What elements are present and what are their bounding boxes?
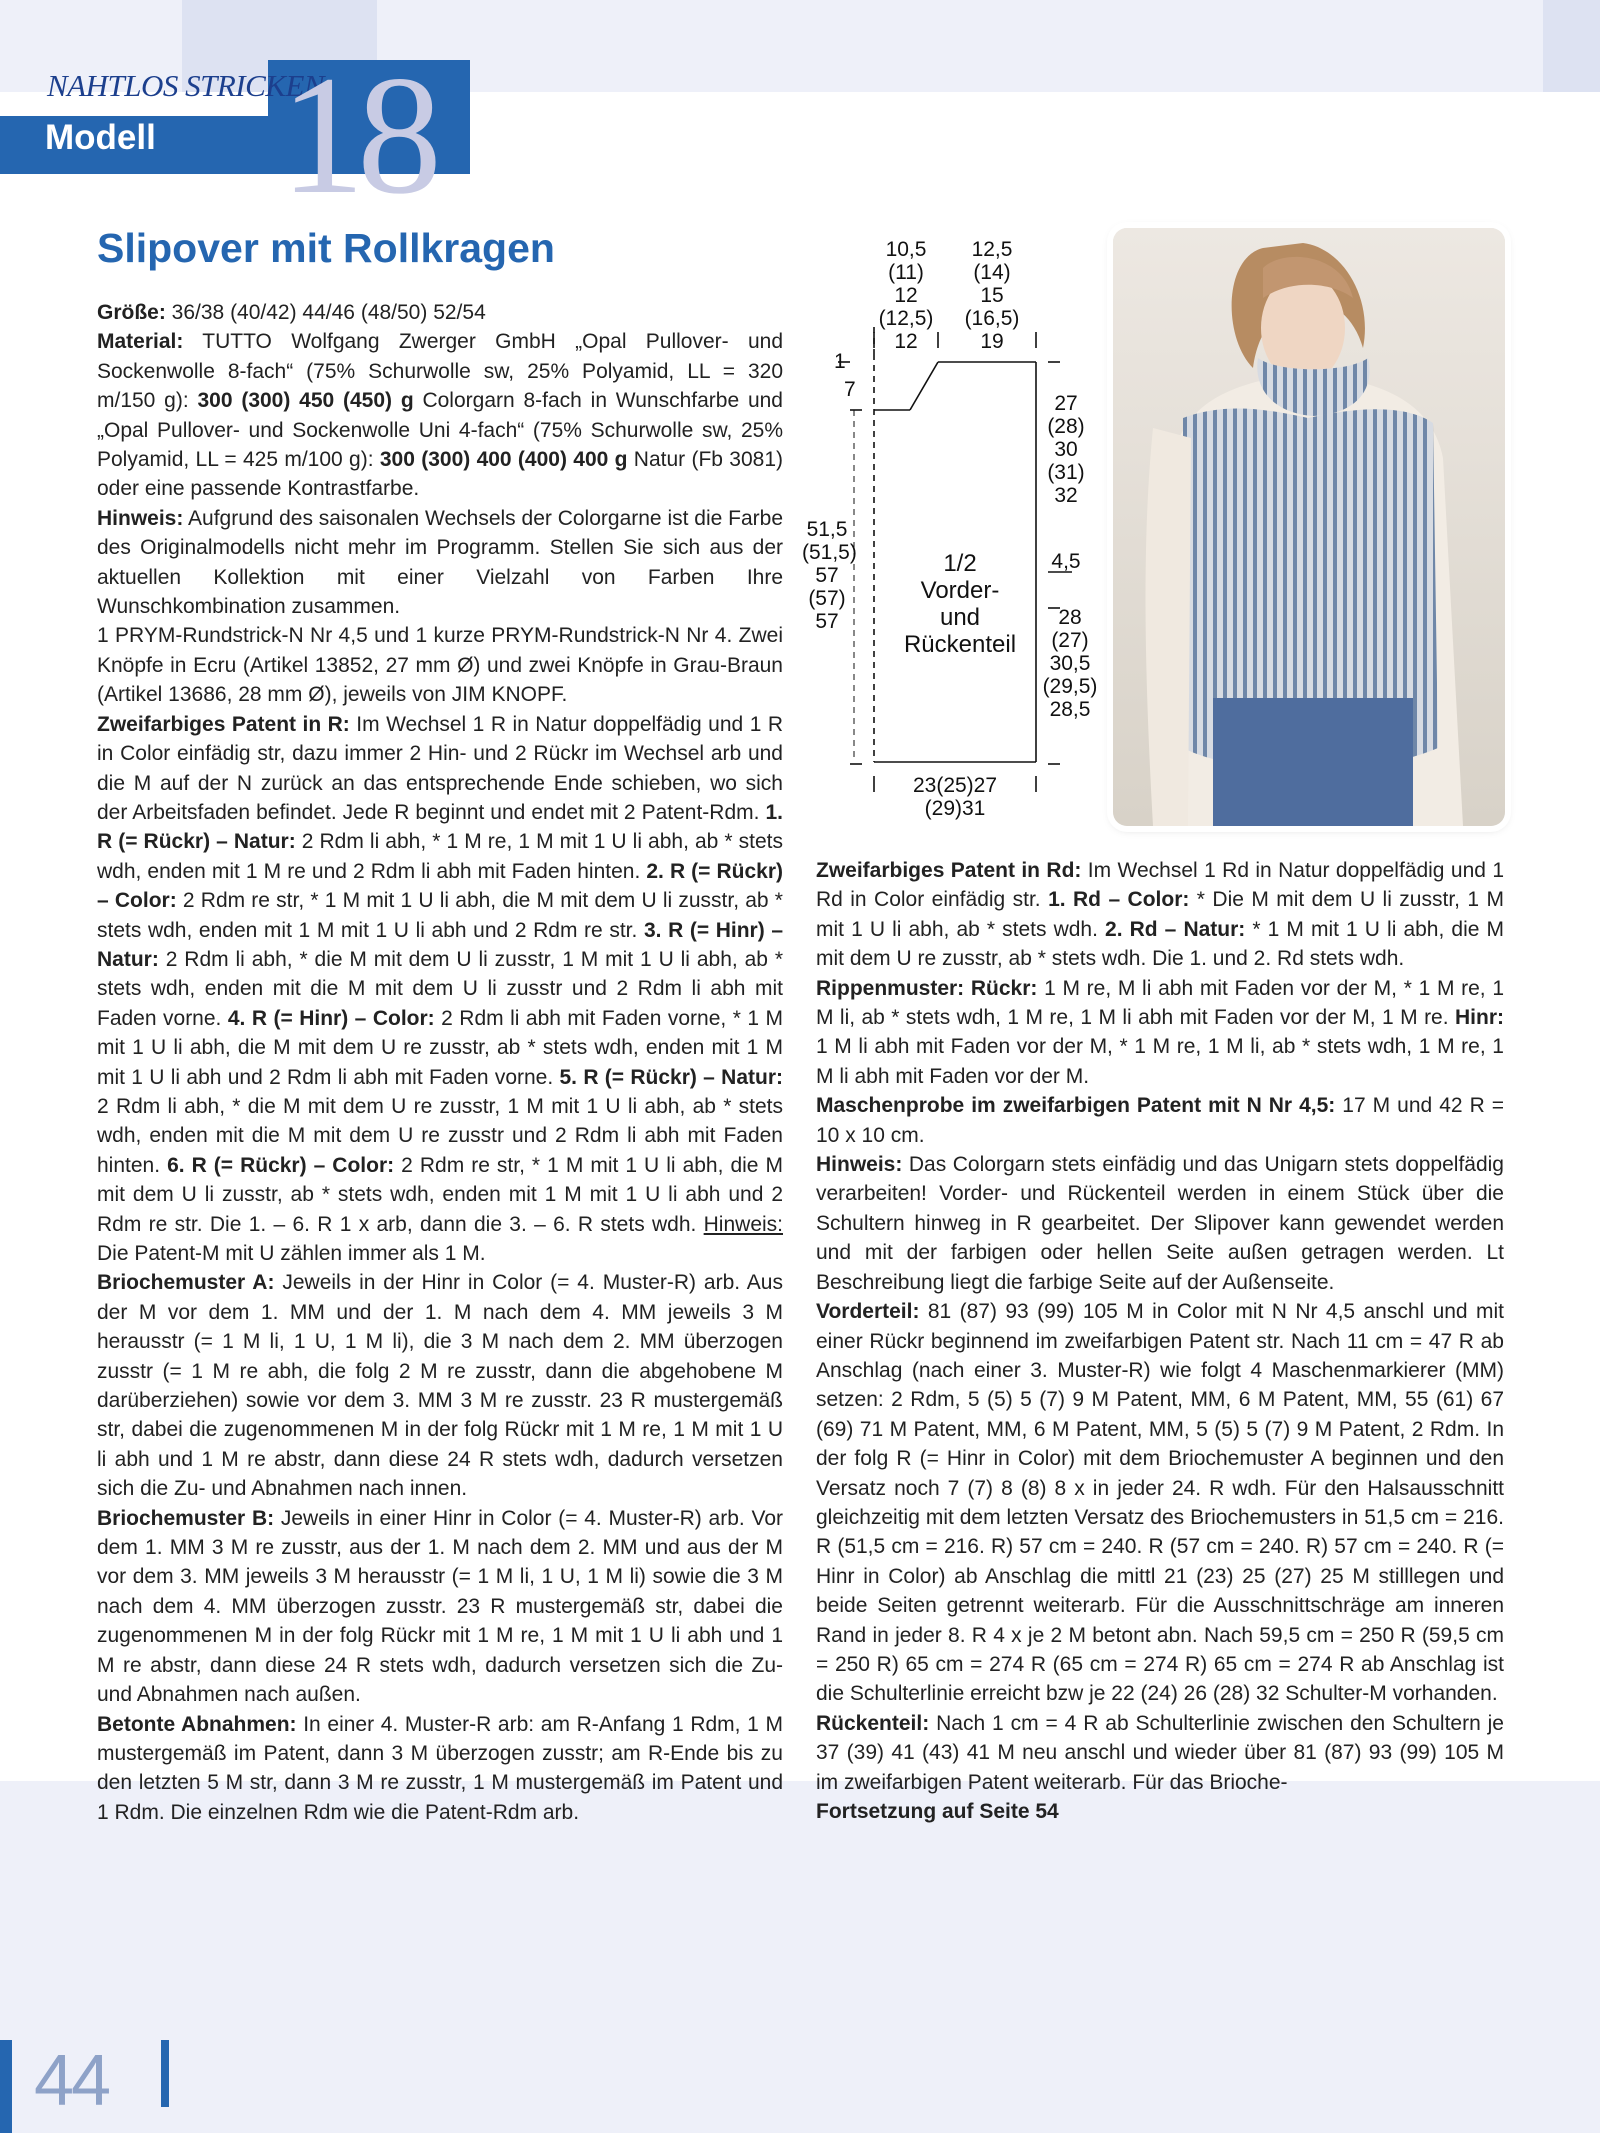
text-run: Material: — [97, 330, 184, 354]
text-run: 2 Rdm li abh, * die M mit dem U li zusstr, 1 M mit 1 U li abh, ab * stets wdh, enden mit die M mit dem U li zusstr und 2 Rdm li abh mit Faden vorne. — [97, 947, 783, 1030]
model-photo — [1113, 228, 1505, 826]
dim-right-lower: 28 (27) 30,5 (29,5) 28,5 — [1042, 606, 1098, 721]
text-run: 4. R (= Hinr) – Color: — [227, 1006, 435, 1030]
page-title: Slipover mit Rollkragen — [97, 225, 555, 271]
paragraph — [816, 856, 1504, 974]
bottom-band — [0, 1781, 1600, 2133]
text-run: 2 Rdm re str, * 1 M mit 1 U li abh, die M mit dem U li zusstr, ab * stets wdh, enden mit 1 M mit 1 U li abh und 2 Rdm re str. — [97, 889, 783, 942]
dim-bottom: 23(25)27 (29)31 — [912, 774, 998, 820]
instructions-left-column — [97, 298, 783, 1827]
text-run: 3. R (= Hinr) – Natur: — [97, 918, 783, 971]
text-run: Briochemuster A: — [97, 1271, 275, 1295]
text-run: Im Wechsel 1 Rd in Natur doppelfädig und 1 Rd in Color einfädig str. — [816, 859, 1504, 912]
dim-top-right: 12,5 (14) 15 (16,5) 19 — [964, 238, 1020, 353]
text-run: * 1 M mit 1 U li abh, die M mit dem U re zusstr, ab * stets wdh. Die 1. und 2. Rd stets wdh. — [816, 917, 1504, 971]
page-number-bar — [0, 2040, 12, 2133]
text-run: 1. Rd – Color: — [1048, 888, 1190, 912]
modell-label: Modell — [45, 118, 156, 157]
text-run: Vorderteil: — [816, 1300, 920, 1324]
text-run: 2 Rdm li abh, * die M mit dem U re zusstr, 1 M mit 1 U li abh, ab * stets wdh, enden mit die M mit dem U re zusstr und 2 Rdm li abh mit Faden hinten. — [97, 1094, 783, 1177]
dim-right-upper: 27 (28) 30 (31) 32 — [1047, 392, 1085, 507]
text-run: Hinweis: — [703, 1212, 783, 1236]
dim-left-side: 51,5 (51,5) 57 (57) 57 — [802, 518, 857, 633]
text-run: Zweifarbiges Patent in Rd: — [816, 859, 1082, 882]
text-run: Hinweis: — [97, 506, 184, 530]
paragraph — [97, 710, 783, 1269]
page-number: 44 — [34, 2041, 109, 2121]
paragraph — [97, 1268, 783, 1503]
schematic-lines — [810, 232, 1100, 832]
text-run: Rückenteil: — [816, 1711, 930, 1735]
text-run: Betonte Abnahmen: — [97, 1712, 297, 1736]
paragraph — [816, 1297, 1504, 1709]
text-run: Zweifarbiges Patent in R: — [97, 712, 350, 736]
text-run: 1 M li abh mit Faden vor der M, * 1 M re, 1 M li, ab * stets wdh, 1 M re, 1 M li abh mit Faden vor der M. — [816, 1035, 1504, 1088]
text-run: 6. R (= Rückr) – Color: — [167, 1153, 395, 1177]
text-run: Die Patent-M mit U zählen immer als 1 M. — [97, 1242, 486, 1265]
dim-left-7: 7 — [844, 378, 856, 401]
diagram-center-label: 1/2 Vorder- und Rückenteil — [903, 550, 1017, 658]
text-run: Jeweils in der Hinr in Color (= 4. Muster-R) arb. Aus der M vor dem 1. MM und der 1. M nach dem 4. MM jeweils 3 M herausstr (= 1 M li, 1 U, 1 M li), die 3 M nach dem 2. MM überzogen zusstr (= 1 M re abh, die folg 2 M re zusstr, dann die abgehobene M darüberziehen) sowie vor dem 3. MM 3 M re zusstr. 23 R mustergemäß str, dabei die zugenommenen M in der folg Rückr mit 1 M re, 1 M mit 1 U li abh und 1 M re abstr, dann diese 24 R stets wdh, dadurch versetzen sich die Zu- und Abnahmen nach innen. — [97, 1271, 783, 1501]
text-run: In einer 4. Muster-R arb: am R-Anfang 1 Rdm, 1 M mustergemäß im Patent, dann 3 M überzogen zusstr; am R-Ende bis zu den letzten 5 M str, dann 3 M re zusstr, 1 M mustergemäß im Patent und 1 Rdm. Die einzelnen Rdm wie die Patent-Rdm arb. — [97, 1712, 783, 1824]
text-run: 2. Rd – Natur: — [1105, 917, 1246, 941]
paragraph — [816, 1797, 1504, 1826]
series-label: NAHTLOS STRICKEN — [47, 68, 325, 103]
paragraph — [816, 974, 1504, 1092]
text-run: TUTTO Wolfgang Zwerger GmbH „Opal Pullover- und Sockenwolle 8-fach“ (75% Schurwolle sw, 25% Polyamid, LL = 320 m/150 g): — [97, 330, 783, 413]
instructions-right-column — [816, 856, 1504, 1826]
dim-left-1: 1 — [834, 350, 846, 373]
text-run: Hinr: — [1455, 1006, 1504, 1030]
paragraph — [97, 1710, 783, 1828]
text-run: Briochemuster B: — [97, 1506, 275, 1530]
text-run: Colorgarn 8-fach in Wunschfarbe und „Opal Pullover- und Sockenwolle Uni 4-fach“ (75% Schurwolle sw, 25% Polyamid, LL = 425 m/100 g): — [97, 389, 783, 472]
text-run: 2. R (= Rückr) – Color: — [97, 859, 783, 913]
page-number-bar-right — [161, 2040, 169, 2107]
text-run: 2 Rdm li abh, * 1 M re, 1 M mit 1 U li abh, ab * stets wdh, enden mit 1 M re und 2 Rdm li abh mit Faden hinten. — [97, 830, 783, 883]
text-run: Im Wechsel 1 R in Natur doppelfädig und 1 R in Color einfädig str, dazu immer 2 Hin- und 2 Rückr im Wechsel arb und die M auf der N zurück an das entsprechende Ende schieben, wo sich der Arbeitsfaden befindet. Jede R beginnt und endet mit 2 Patent-Rdm. — [97, 712, 784, 824]
dim-right-mid: 4,5 — [1051, 550, 1081, 573]
text-run: Das Colorgarn stets einfädig und das Unigarn stets doppelfädig verarbeiten! Vorder- und Rückenteil werden in einem Stück über die Schultern hinweg in R gearbeitet. Der Slipover kann gewendet werden und mit der farbigen oder hellen Seite außen getragen werden. Lt Beschreibung liegt die farbige Seite auf der Außenseite. — [816, 1153, 1504, 1294]
text-run: Fortsetzung auf Seite 54 — [816, 1800, 1059, 1823]
text-run: 1 M re, M li abh mit Faden vor der M, * 1 M re, 1 M li, ab * stets wdh, 1 M re, 1 M li abh mit Faden vor der M, 1 M re. — [816, 976, 1505, 1030]
paragraph — [97, 298, 783, 327]
text-run: Größe: — [97, 301, 166, 324]
text-run: 2 Rdm re str, * 1 M mit 1 U li abh, die M mit dem U li zusstr, ab * stets wdh, enden mit 1 M mit 1 U li abh und 2 Rdm re str. Die 1. – 6. R 1 x arb, dann die 3. – 6. R stets wdh. — [97, 1153, 784, 1236]
text-run: 36/38 (40/42) 44/46 (48/50) 52/54 — [165, 301, 486, 324]
paragraph — [816, 1091, 1504, 1150]
text-run: 81 (87) 93 (99) 105 M in Color mit N Nr 4,5 anschl und mit einer Rückr beginnend im zweifarbigen Patent str. Nach 11 cm = 47 R ab Anschlag (nach einer 3. Muster-R) wie folgt 4 Maschenmarkierer (MM) setzen: 2 Rdm, 5 (5) 5 (7) 9 M Patent, MM, 6 M Patent, MM, 55 (61) 67 (69) 71 M Patent, MM, 6 M Patent, MM, 5 (5) 5 (7) 9 M Patent, 2 Rdm. In der folg R (= Hinr in Color) mit dem Briochemuster A beginnen und den Versatz noch 7 (7) 8 (8) 8 x in jeder 24. R wdh. Für den Halsausschnitt gleichzeitig mit dem letzten Versatz des Briochemusters in 51,5 cm = 216. R (51,5 cm = 216. R) 57 cm = 240. R (57 cm = 240. R) 57 cm = 240. R (= Hinr in Color) ab Anschlag die mittl 21 (23) 25 (27) 25 M stilllegen und beide Seiten getrennt weiterarb. Für die Ausschnittschräge am inneren Rand in jeder 8. R 4 x je 2 M betont abn. Nach 59,5 cm = 250 R (59,5 cm = 250 R) 65 cm = 274 R (65 cm = 274 R) 65 cm = 274 R ab Anschlag ist die Schulterlinie erreicht bzw je 22 (24) 26 (28) 32 Schulter-M vorhanden. — [816, 1300, 1504, 1706]
top-band-corner — [1543, 0, 1600, 92]
text-run: Natur (Fb 3081) oder eine passende Kontrastfarbe. — [97, 448, 783, 501]
text-run: Maschenprobe im zweifarbigen Patent mit N Nr 4,5: — [816, 1094, 1336, 1118]
dim-top-left: 10,5 (11) 12 (12,5) 12 — [878, 238, 934, 353]
text-run: Nach 1 cm = 4 R ab Schulterlinie zwischen den Schultern je 37 (39) 41 (43) 41 M neu anschl und wieder über 81 (87) 93 (99) 105 M im zweifarbigen Patent weiterarb. Für das Brioche- — [816, 1711, 1504, 1794]
text-run: Rippenmuster: Rückr: — [816, 976, 1038, 1000]
text-run: Hinweis: — [816, 1153, 903, 1177]
model-photo-illustration — [1113, 228, 1505, 826]
paragraph — [97, 327, 783, 503]
text-run: 300 (300) 450 (450) g — [197, 389, 414, 413]
text-run: 300 (300) 400 (400) 400 g — [379, 448, 628, 472]
text-run: 2 Rdm li abh mit Faden vorne, * 1 M mit 1 U li abh, die M mit dem U re zusstr, ab * stets wdh, enden mit 1 M mit 1 U li abh und 2 Rdm li abh mit Faden vorne. — [97, 1006, 783, 1089]
text-run: 5. R (= Rückr) – Natur: — [559, 1065, 783, 1089]
paragraph — [816, 1709, 1504, 1797]
paragraph — [816, 1150, 1504, 1297]
model-number: 18 — [280, 41, 434, 229]
schematic-diagram — [802, 232, 1100, 832]
text-run: * Die M mit dem U li zusstr, 1 M mit 1 U li abh, ab * stets wdh. — [816, 888, 1505, 941]
paragraph — [97, 1504, 783, 1710]
paragraph — [97, 504, 783, 622]
text-run: Jeweils in einer Hinr in Color (= 4. Muster-R) arb. Vor dem 1. MM 3 M re zusstr, aus der 1. M nach dem 2. MM und aus der M vor dem 3. MM jeweils 3 M herausstr (= 1 M li, 1 U, 1 M li) sowie die 3 M nach dem 4. MM überzogen zusstr. 23 R mustergemäß str, dabei die zugenommenen M in der folg Rückr mit 1 M re, 1 M mit 1 U li abh und 1 M re abstr, dann diese 24 R stets wdh, dadurch versetzen sich die Zu- und Abnahmen nach außen. — [97, 1506, 783, 1707]
paragraph — [97, 621, 783, 709]
text-run: 1 PRYM-Rundstrick-N Nr 4,5 und 1 kurze PRYM-Rundstrick-N Nr 4. Zwei Knöpfe in Ecru (Artikel 13852, 27 mm Ø) und zwei Knöpfe in Grau-Braun (Artikel 13686, 28 mm Ø), jeweils von JIM KNOPF. — [97, 624, 783, 707]
text-run: 17 M und 42 R = 10 x 10 cm. — [816, 1094, 1504, 1147]
text-run: 1. R (= Rückr) – Natur: — [97, 800, 783, 854]
text-run: Aufgrund des saisonalen Wechsels der Colorgarne ist die Farbe des Originalmodells nicht mehr im Programm. Stellen Sie sich aus der aktuellen Kollektion mit einer Vielzahl von Farben Ihre Wunschkombination zusammen. — [97, 506, 783, 619]
